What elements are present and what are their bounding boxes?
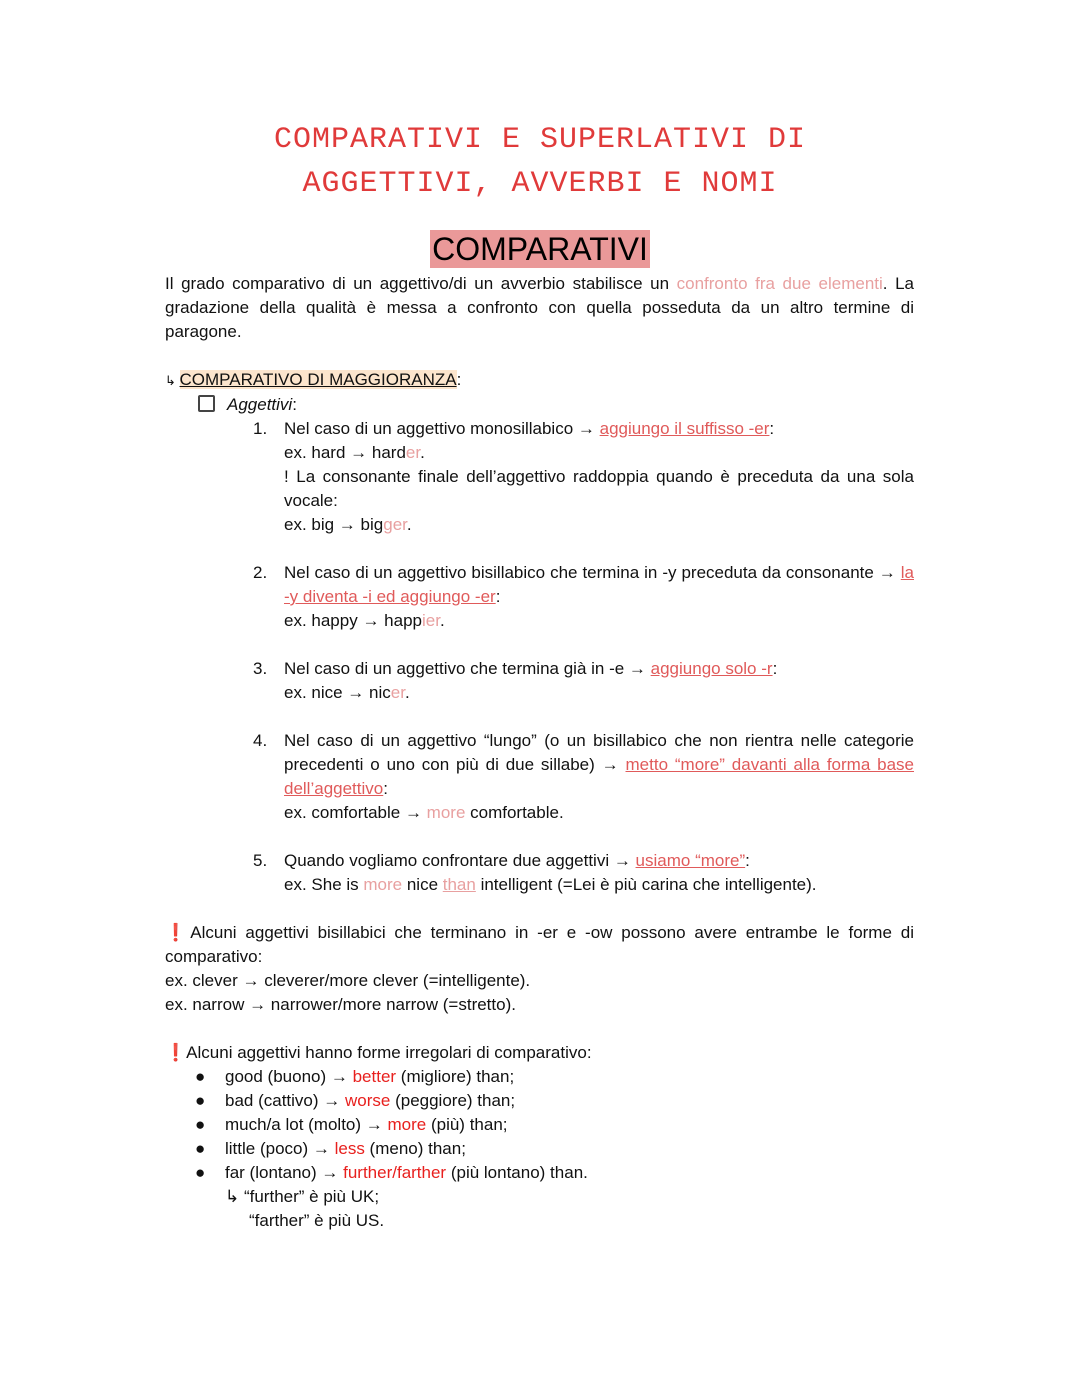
list-item: 5. Quando vogliamo confrontare due aggettivi → usiamo “more”: ex. She is more nice than intelligent (=Lei è più carina che intelligente).	[253, 851, 817, 894]
document-title	[0, 118, 1080, 206]
bullet-item	[195, 1137, 914, 1161]
item-number: 1.	[253, 419, 268, 438]
bullet-item	[195, 1113, 914, 1137]
note-text: Alcuni aggettivi bisillabici che terminano in -er e -ow possono avere entrambe le forme di comparativo:	[165, 923, 914, 966]
example: ex. nice → nic	[284, 683, 391, 702]
sub-title	[198, 393, 914, 417]
item-number: 3.	[253, 659, 268, 678]
note-paragraph	[165, 921, 914, 969]
rule-text: Quando vogliamo confrontare due aggettivi →	[284, 851, 636, 870]
rule-highlight: la -y diventa -i ed aggiungo -er	[284, 563, 914, 606]
base-form: far (lontano) →	[225, 1163, 344, 1182]
base-form: good (buono) →	[225, 1067, 353, 1086]
rule-text: Nel caso di un aggettivo “lungo” (o un bisillabico che non rientra nelle categorie precedenti o uno con più di due sillabe) →	[284, 731, 914, 774]
comparative-form: worse	[345, 1091, 391, 1110]
note-paragraph	[165, 1041, 914, 1065]
item-number: 2.	[253, 563, 268, 582]
rule-text: Nel caso di un aggettivo che termina già in -e →	[284, 659, 651, 678]
title-line-1: COMPARATIVI E SUPERLATIVI DI	[273, 123, 807, 157]
bullet-item	[195, 1089, 914, 1113]
list-item: 1. Nel caso di un aggettivo monosillabico → aggiungo il suffisso -er: ex. hard → harder. ! La consonante finale dell’aggettivo raddoppia quando è preceduta da una sola vocale: ex. big → bigger.	[253, 419, 914, 534]
bullet-icon: ●	[195, 1091, 206, 1110]
base-form: bad (cattivo) →	[225, 1091, 345, 1110]
note-text: Alcuni aggettivi hanno forme irregolari di comparativo:	[186, 1043, 592, 1062]
example: ex. big → big	[284, 515, 384, 534]
translation: (migliore) than;	[396, 1067, 515, 1086]
far-note-us: “farther” è più US.	[249, 1211, 385, 1230]
section-title	[165, 368, 914, 393]
intro-paragraph	[165, 272, 914, 344]
arrow-icon: ↳	[165, 373, 180, 388]
comparative-form: better	[352, 1067, 397, 1086]
rule-highlight: aggiungo il suffisso -er	[599, 419, 770, 438]
list-item: 4. Nel caso di un aggettivo “lungo” (o un bisillabico che non rientra nelle categorie precedenti o uno con più di due sillabe) → metto “more” davanti alla forma base dell’aggettivo: ex. comfortable → more comfortable.	[253, 731, 914, 822]
rule-note: ! La consonante finale dell’aggettivo raddoppia quando è preceduta da una sola vocale:	[284, 467, 914, 510]
list-item: 3. Nel caso di un aggettivo che termina già in -e → aggiungo solo -r: ex. nice → nicer.	[253, 659, 778, 702]
rule-highlight: aggiungo solo -r	[650, 659, 773, 678]
example: ex. comfortable →	[284, 803, 427, 822]
intro-highlight: confronto fra due elementi	[676, 274, 883, 293]
intro-text: Il grado comparativo di un aggettivo/di un avverbio stabilisce un	[165, 274, 677, 293]
bullet-icon: ●	[195, 1067, 206, 1086]
example-suffix: ier	[421, 611, 440, 630]
example-than: than	[442, 875, 476, 894]
example: ex. happy → happ	[284, 611, 422, 630]
bullet-icon: ●	[195, 1115, 206, 1134]
example-mid: nice	[402, 875, 443, 894]
example-more: more	[363, 875, 403, 894]
bullet-icon: ●	[195, 1139, 206, 1158]
comparative-form: less	[334, 1139, 365, 1158]
example-end: comfortable.	[465, 803, 564, 822]
example: ex. She is	[284, 875, 364, 894]
note-example: ex. clever → cleverer/more clever (=intelligente).	[165, 971, 531, 990]
translation: (più) than;	[426, 1115, 508, 1134]
bullet-icon: ●	[195, 1163, 206, 1182]
section-label: COMPARATIVO DI MAGGIORANZA	[179, 370, 457, 389]
rule-text: Nel caso di un aggettivo monosillabico →	[284, 419, 600, 438]
example-suffix: er	[390, 683, 405, 702]
colon: :	[292, 395, 297, 414]
section-heading: COMPARATIVI	[432, 231, 648, 267]
far-note-uk: ↳ “further” è più UK;	[225, 1187, 380, 1206]
colon: :	[456, 370, 462, 389]
sub-label: Aggettivi	[227, 395, 293, 414]
checkbox-icon[interactable]	[198, 395, 215, 412]
rule-highlight: metto “more” davanti alla forma base dell’aggettivo	[284, 755, 914, 798]
example-end: intelligent (=Lei è più carina che intelligente).	[475, 875, 817, 894]
translation: (più lontano) than.	[446, 1163, 588, 1182]
translation: (peggiore) than;	[390, 1091, 516, 1110]
example-suffix: er	[405, 443, 421, 462]
base-form: little (poco) →	[225, 1139, 335, 1158]
bullet-item	[195, 1065, 914, 1089]
bullet-item	[195, 1161, 914, 1185]
rule-highlight: usiamo “more”	[635, 851, 746, 870]
title-line-2: AGGETTIVI, AVVERBI E NOMI	[302, 167, 778, 201]
exclamation-icon: ❗	[165, 1043, 187, 1062]
item-number: 4.	[253, 731, 268, 750]
comparative-form: further/farther	[343, 1163, 447, 1182]
list-item: 2. Nel caso di un aggettivo bisillabico che termina in -y preceduta da consonante → la -y diventa -i ed aggiungo -er: ex. happy → happier.	[253, 563, 914, 630]
example-more: more	[426, 803, 466, 822]
note-example: ex. narrow → narrower/more narrow (=stretto).	[165, 995, 516, 1014]
base-form: much/a lot (molto) →	[225, 1115, 388, 1134]
example: ex. hard → hard	[284, 443, 406, 462]
translation: (meno) than;	[364, 1139, 466, 1158]
intro-text-end: . La gradazione della qualità è messa a confronto con quella posseduta da un altro termine di paragone.	[165, 274, 915, 341]
rule-text: Nel caso di un aggettivo bisillabico che termina in -y preceduta da consonante →	[284, 563, 901, 582]
exclamation-icon: ❗	[165, 923, 191, 942]
item-number: 5.	[253, 851, 268, 870]
comparative-form: more	[387, 1115, 427, 1134]
document-body	[165, 272, 914, 1233]
example-suffix: ger	[383, 515, 407, 534]
far-note	[225, 1185, 914, 1209]
